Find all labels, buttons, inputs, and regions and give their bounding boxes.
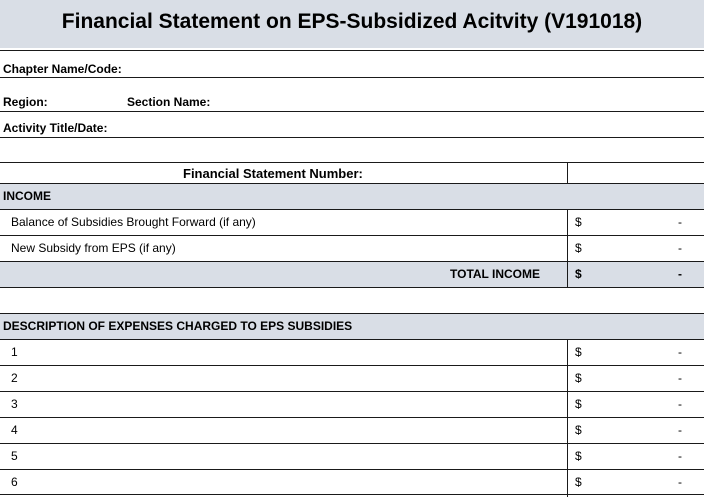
amount-value: - (678, 215, 682, 229)
currency-symbol: $ (575, 397, 582, 411)
expense-row-number: 5 (11, 449, 18, 463)
page-title: Financial Statement on EPS-Subsidized Acitvity (V191018) (61, 10, 643, 33)
amount-value: - (678, 475, 682, 489)
divider (0, 443, 704, 444)
divider (0, 469, 704, 470)
expense-row-number: 6 (11, 475, 18, 489)
region-label: Region: (3, 95, 48, 109)
currency-symbol: $ (575, 475, 582, 489)
amount-value: - (678, 241, 682, 255)
income-header-band (0, 184, 704, 209)
statement-number-label: Financial Statement Number: (183, 166, 363, 181)
currency-symbol: $ (575, 449, 582, 463)
amount-value: - (678, 345, 682, 359)
total-income-value: - (678, 267, 682, 281)
divider (0, 77, 704, 78)
income-row-label: New Subsidy from EPS (if any) (11, 241, 176, 255)
divider (0, 50, 704, 51)
expenses-header: DESCRIPTION OF EXPENSES CHARGED TO EPS SUBSIDIES (3, 319, 353, 333)
total-income-band (0, 262, 704, 287)
expense-row-number: 4 (11, 423, 18, 437)
income-header: INCOME (3, 189, 51, 203)
section-label: Section Name: (127, 95, 211, 109)
divider (0, 417, 704, 418)
activity-label: Activity Title/Date: (3, 121, 108, 135)
divider (0, 365, 704, 366)
income-row-label: Balance of Subsidies Brought Forward (if any) (11, 215, 256, 229)
currency-symbol: $ (575, 267, 582, 281)
currency-symbol: $ (575, 371, 582, 385)
currency-symbol: $ (575, 345, 582, 359)
expense-row-number: 2 (11, 371, 18, 385)
column-divider (567, 162, 568, 184)
column-divider (567, 339, 568, 497)
currency-symbol: $ (575, 215, 582, 229)
amount-value: - (678, 371, 682, 385)
currency-symbol: $ (575, 241, 582, 255)
divider (0, 391, 704, 392)
divider (0, 339, 704, 340)
expense-row-number: 1 (11, 345, 18, 359)
expense-row-number: 3 (11, 397, 18, 411)
total-income-label: TOTAL INCOME (450, 267, 540, 281)
divider (0, 162, 704, 163)
column-divider (567, 209, 568, 288)
divider (0, 111, 704, 112)
amount-value: - (678, 449, 682, 463)
amount-value: - (678, 423, 682, 437)
divider (0, 235, 704, 236)
currency-symbol: $ (575, 423, 582, 437)
divider (0, 209, 704, 210)
divider (0, 494, 704, 495)
divider (0, 287, 704, 288)
chapter-label: Chapter Name/Code: (3, 62, 122, 76)
amount-value: - (678, 397, 682, 411)
divider (0, 137, 704, 138)
